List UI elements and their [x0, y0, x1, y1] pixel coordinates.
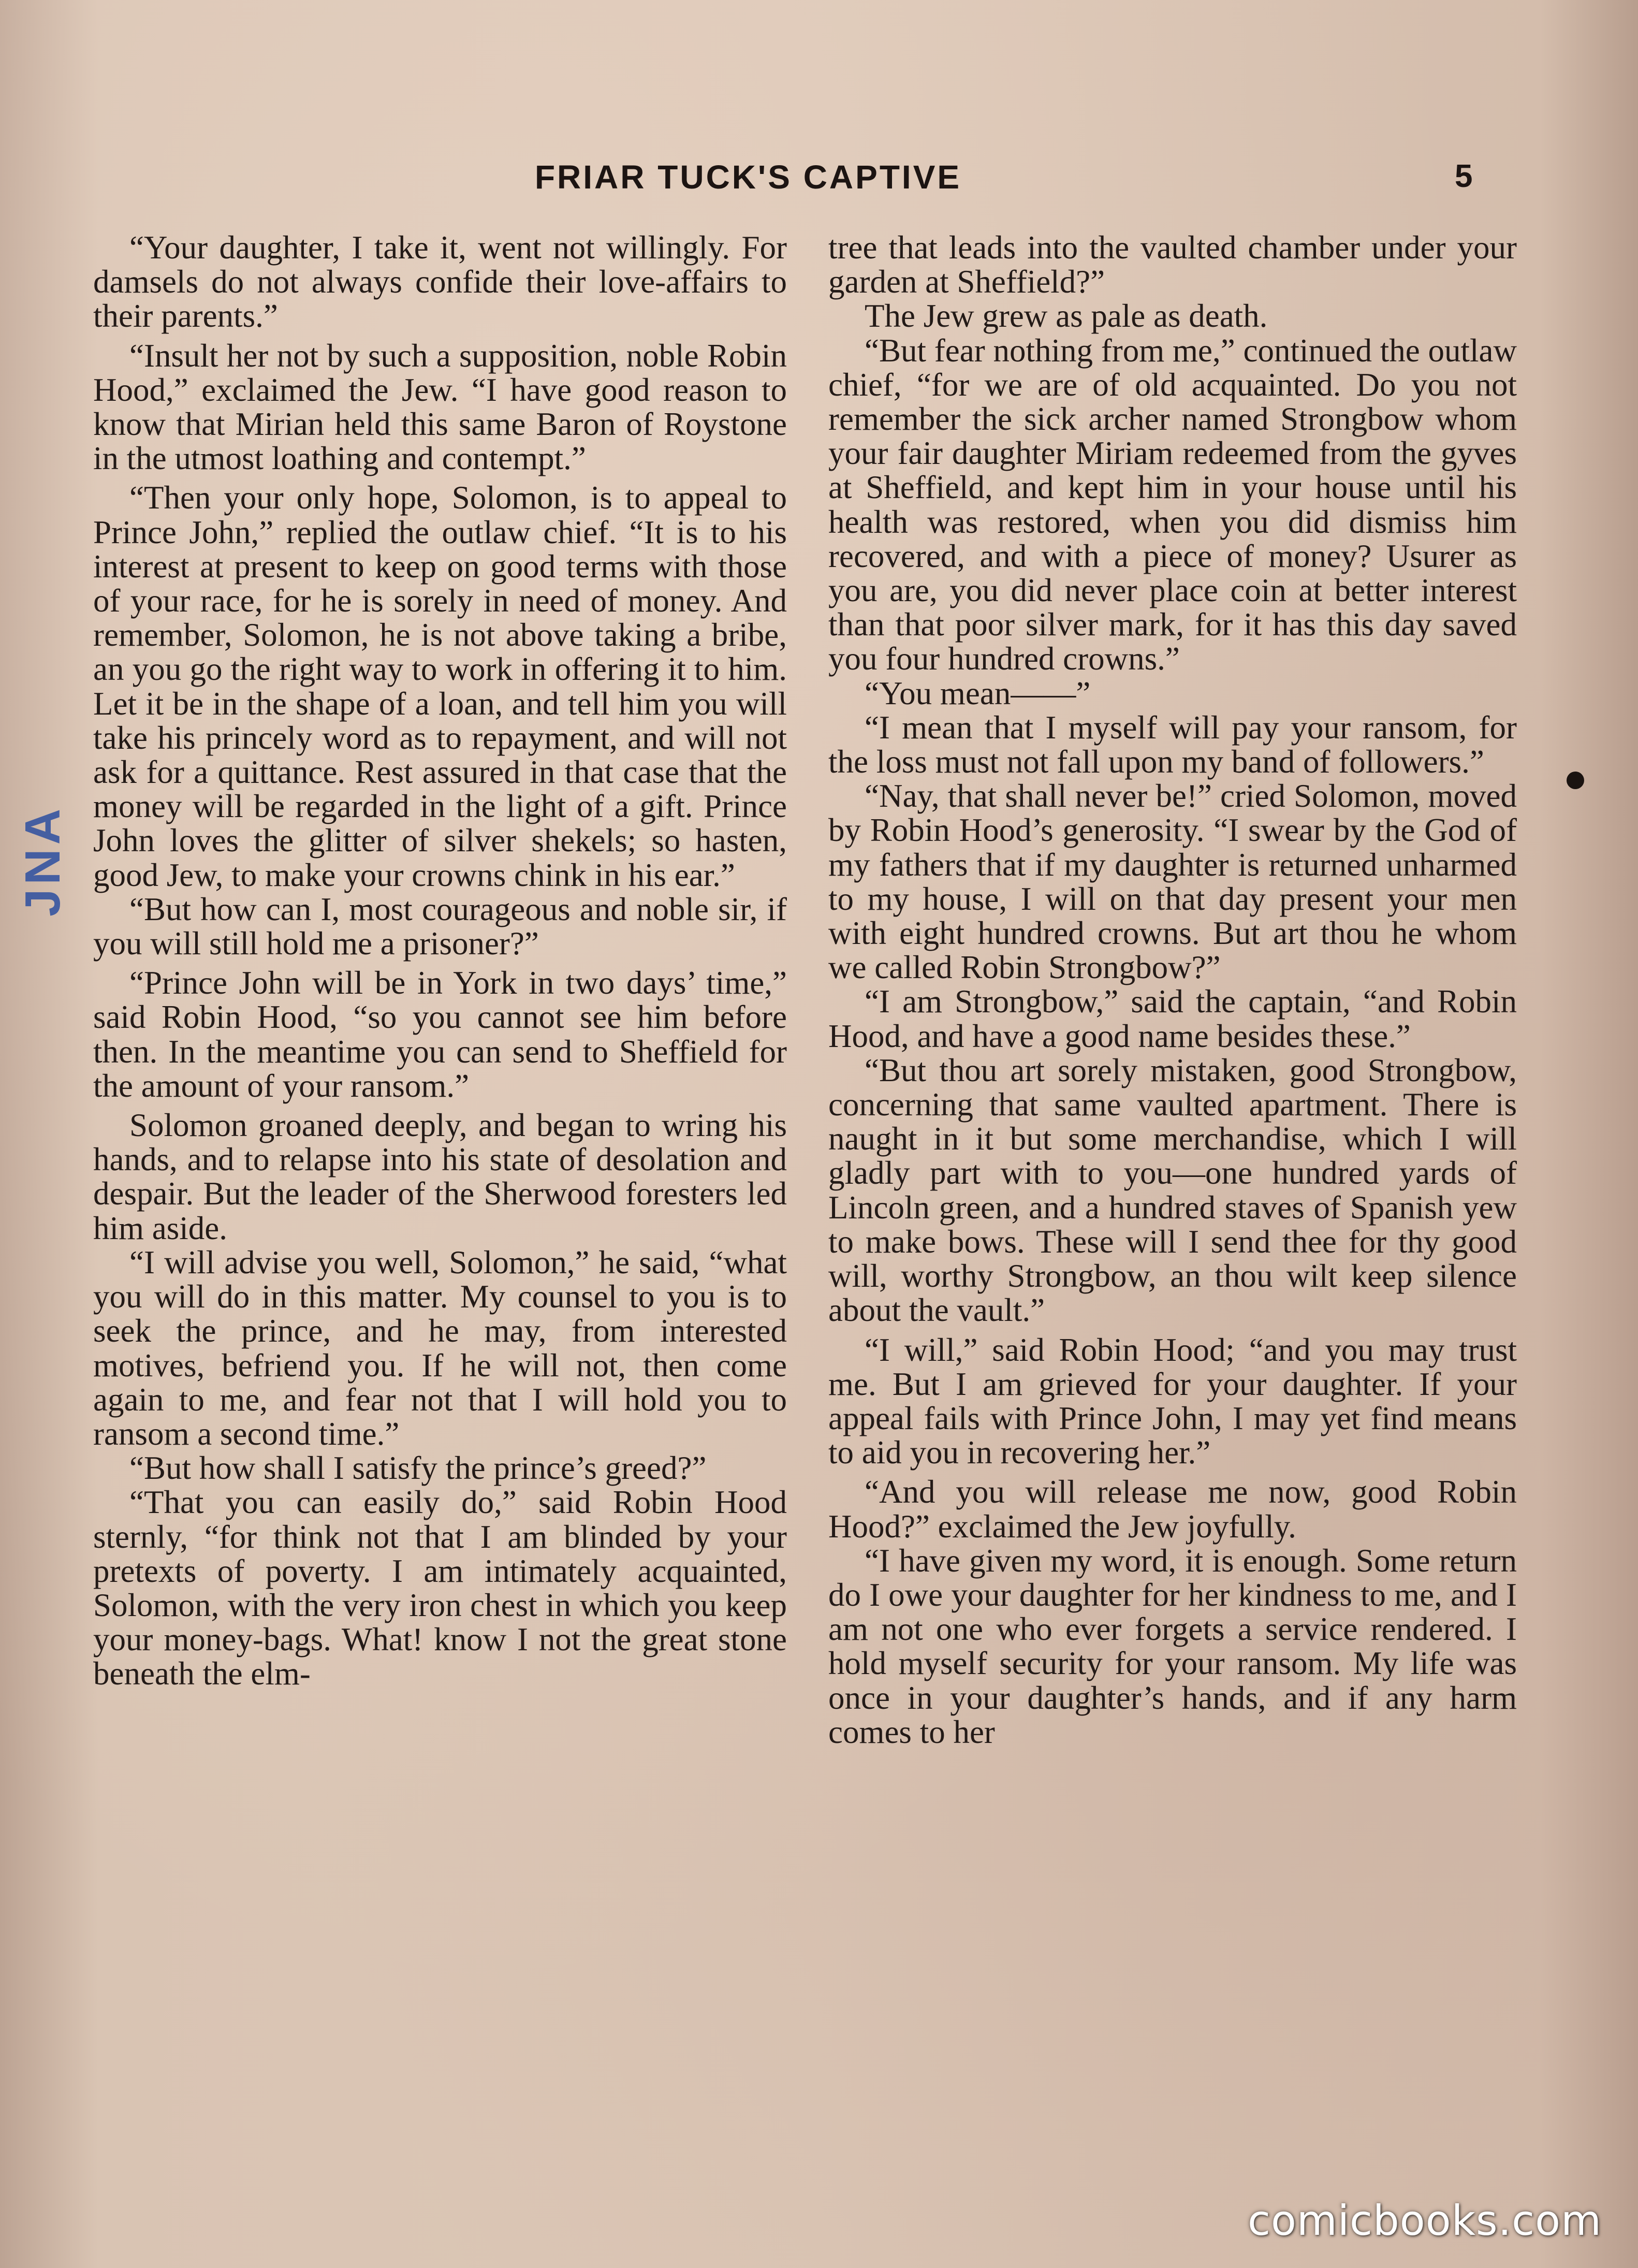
paragraph: “But fear nothing from me,” continued the outlaw chief, “for we are of old acquainted. Do you not remember the sick archer named Strongbow whom your fair daughter Miriam redeemed from the gyves at Sheffield, and kept him in your house until his health was restored, when you did dismiss him recovered, and with a piece of money? Usurer as you are, you did never place coin at better interest than that poor silver mark, for it has this day saved you four hundred crowns.” [828, 332, 1517, 677]
left-column [93, 230, 787, 1691]
paragraph: “I mean that I myself will pay your ransom, for the loss must not fall upon my band of followers.” [828, 709, 1517, 780]
paragraph: “Nay, that shall never be!” cried Solomon, moved by Robin Hood’s generosity. “I swear by the God of my fathers that if my daughter is returned unharmed to my house, I will on that day present your men with eight hundred crowns. But art thou he whom we called Robin Strongbow?” [828, 778, 1517, 986]
paragraph: “Your daughter, I take it, went not willingly. For damsels do not always confide their love-affairs to their parents.” [93, 229, 787, 335]
paragraph: Solomon groaned deeply, and began to wring his hands, and to relapse into his state of desolation and despair. But the leader of the Sherwood foresters led him aside. [93, 1107, 787, 1246]
site-watermark: comicbooks.com [1247, 2197, 1602, 2245]
paragraph: “That you can easily do,” said Robin Hood sternly, “for think not that I am blinded by your pretexts of poverty. I am intimately acquainted, Solomon, with the very iron chest in which you keep your money-bags. What! know I not the great stone beneath the elm- [93, 1484, 787, 1692]
running-title: FRIAR TUCK'S CAPTIVE [534, 158, 962, 196]
paragraph: “I will,” said Robin Hood; “and you may trust me. But I am grieved for your daughter. If your appeal fails with Prince John, I may yet find means to aid you in recovering her.” [828, 1331, 1517, 1471]
paragraph: “Then your only hope, Solomon, is to appeal to Prince John,” replied the outlaw chief. “It is to his interest at present to keep on good terms with those of your race, for he is sorely in need of money. And remember, Solomon, he is not above taking a bribe, an you go the right way to work in offering it to him. Let it be in the shape of a loan, and tell him you will take his princely word as to repayment, and will not ask for a quittance. Rest assured in that case that the money will be regarded in the light of a gift. Prince John loves the glitter of silver shekels; so hasten, good Jew, to make your crowns chink in his ear.” [93, 479, 787, 893]
paragraph: “Insult her not by such a supposition, noble Robin Hood,” exclaimed the Jew. “I have good reason to know that Mirian held this same Baron of Roystone in the utmost loathing and contempt.” [93, 337, 787, 477]
paragraph: The Jew grew as pale as death. [865, 298, 1268, 335]
paragraph: “But how shall I satisfy the prince’s greed?” [129, 1450, 707, 1487]
paragraph: “And you will release me now, good Robin Hood?” exclaimed the Jew joyfully. [828, 1474, 1517, 1545]
page-number: 5 [1455, 158, 1473, 194]
punch-hole [1567, 772, 1584, 789]
paragraph: “I have given my word, it is enough. Some return do I owe your daughter for her kindness to me, and I am not one who ever forgets a service rendered. I hold myself security for your ransom. My life was once in your daughter’s hands, and if any harm comes to her [828, 1542, 1517, 1750]
paragraph: “Prince John will be in York in two days’ time,” said Robin Hood, “so you cannot see him before then. In the meantime you can send to Sheffield for the amount of your ransom.” [93, 965, 787, 1104]
paragraph: “You mean——” [865, 675, 1091, 711]
margin-stamp: JNA [15, 804, 70, 917]
paragraph: “But how can I, most courageous and noble sir, if you will still hold me a prisoner?” [93, 891, 787, 962]
paragraph: tree that leads into the vaulted chamber under your garden at Sheffield?” [828, 229, 1517, 300]
paragraph: “I will advise you well, Solomon,” he said, “what you will do in this matter. My counsel to you is to seek the prince, and he may, from interested motives, befriend you. If he will not, then come again to me, and fear not that I will hold you to ransom a second time.” [93, 1244, 787, 1452]
paragraph: “I am Strongbow,” said the captain, “and Robin Hood, and have a good name besides these.” [828, 983, 1517, 1054]
paragraph: “But thou art sorely mistaken, good Strongbow, concerning that same vaulted apartment. There is naught in it but some merchandise, which I will gladly part with to you—one hundred yards of Lincoln green, and a hundred staves of Spanish yew to make bows. These will I send thee for thy good will, worthy Strongbow, an thou wilt keep silence about the vault.” [828, 1052, 1517, 1329]
right-column [828, 230, 1517, 1749]
